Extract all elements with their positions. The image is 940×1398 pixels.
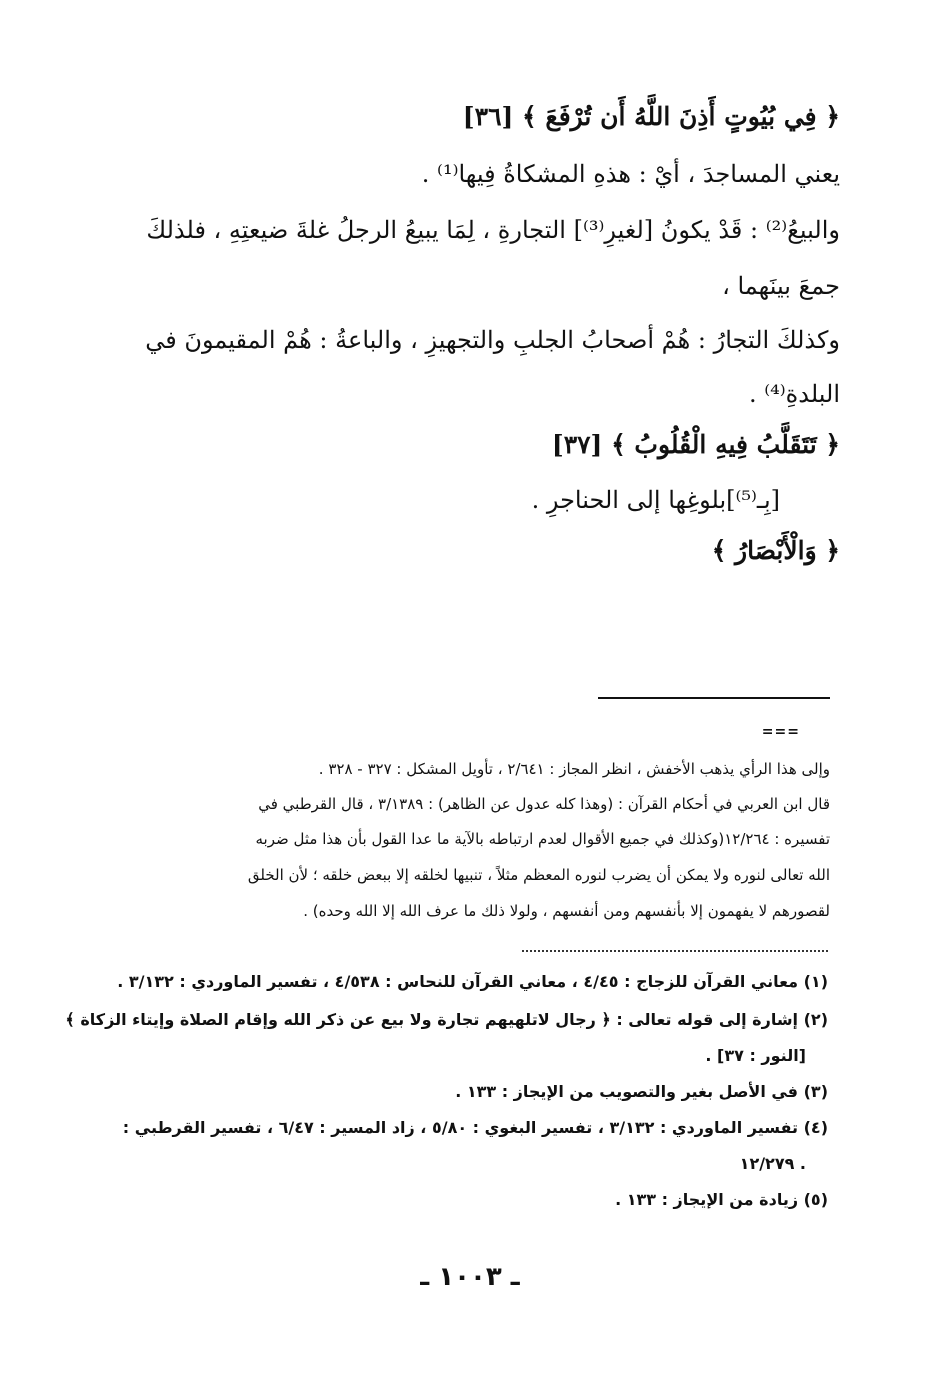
main-text-line: وكذلكَ التجارُ : هُمْ أصحابُ الجلبِ والتجهيزِ ، والباعةُ : هُمْ المقيمونَ في [145, 326, 840, 354]
main-text-line: والبيعُ⁽²⁾ : قَدْ يكونُ [لغيرِ⁽³⁾] التجارةِ ، لِمَا يبيعُ الرجلُ غلةَ ضيعتِهِ ، فلذلكَ [146, 216, 840, 244]
continued-note-line: لقصورهم لا يفهمون إلا بأنفسهم ومن أنفسهم ، ولولا ذلك ما عرف الله إلا الله وحده) . [303, 902, 830, 920]
quran-verse-36: ﴿ فِي بُيُوتٍ أَذِنَ اللَّهُ أَن تُرْفَعَ ﴾ [٣٦] [462, 102, 840, 131]
quran-verse-37-continued: ﴿ وَالْأَبْصَارُ ﴾ [711, 536, 840, 565]
footnote-4: (٤) تفسير الماوردي : ٣/١٣٢ ، تفسير البغوي : ٥/٨٠ ، زاد المسير : ٦/٤٧ ، تفسير القرطبي : [122, 1118, 828, 1137]
continuation-mark: === [761, 724, 800, 740]
continued-note-line: وإلى هذا الرأي يذهب الأخفش ، انظر المجاز : ٢/٦٤١ ، تأويل المشكل : ٣٢٧ - ٣٢٨ . [318, 760, 830, 778]
footnote-4-continued: ١٢/٢٧٩ . [739, 1154, 806, 1173]
footnote-2: (٢) إشارة إلى قوله تعالى : ﴿ رجال لاتلهيهم تجارة ولا بيع عن ذكر الله وإقام الصلاة وإيتاء الزكاة ﴾ [65, 1010, 828, 1029]
footnote-1: (١) معاني القرآن للزجاج : ٤/٤٥ ، معاني القرآن للنحاس : ٤/٥٣٨ ، تفسير الماوردي : ٣/١٣٢ . [117, 972, 828, 991]
footnote-separator [598, 697, 830, 699]
footnote-3: (٣) في الأصل بغير والتصويب من الإيجاز : ١٣٣ . [455, 1082, 828, 1101]
main-text-line: جمعَ بينَهما ، [722, 272, 840, 300]
continued-note-line: قال ابن العربي في أحكام القرآن : (وهذا كله عدول عن الظاهر) : ٣/١٣٨٩ ، قال القرطبي في [258, 795, 830, 813]
quran-verse-37: ﴿ تَتَقَلَّبُ فِيهِ الْقُلُوبُ ﴾ [٣٧] [551, 430, 840, 459]
continued-note-line: تفسيره : ١٢/٢٦٤(وكذلك في جميع الأقوال لعدم ارتباطه بالآية ما عدا القول بأن هذا مثل ضربه [255, 830, 830, 848]
main-text-line: البلدةِ⁽⁴⁾ . [748, 380, 840, 408]
continued-note-line: الله تعالى لنوره ولا يمكن أن يضرب لنوره المعظم مثلاً ، تنبيها لخلقه إلا ببعض خلقه ؛ لأن الخلق [247, 866, 830, 884]
page-number: ـ ١٠٠٣ ـ [420, 1262, 520, 1292]
main-text-line: يعني المساجدَ ، أيْ : هذهِ المشكاةُ فِيها⁽¹⁾ . [421, 160, 840, 188]
dotted-separator [522, 950, 828, 952]
footnote-5: (٥) زيادة من الإيجاز : ١٣٣ . [615, 1190, 828, 1209]
footnote-2-continued: [النور : ٣٧] . [705, 1046, 806, 1065]
main-text-line: [بِـ⁽⁵⁾]بلوغِها إلى الحناجرِ . [531, 486, 780, 514]
